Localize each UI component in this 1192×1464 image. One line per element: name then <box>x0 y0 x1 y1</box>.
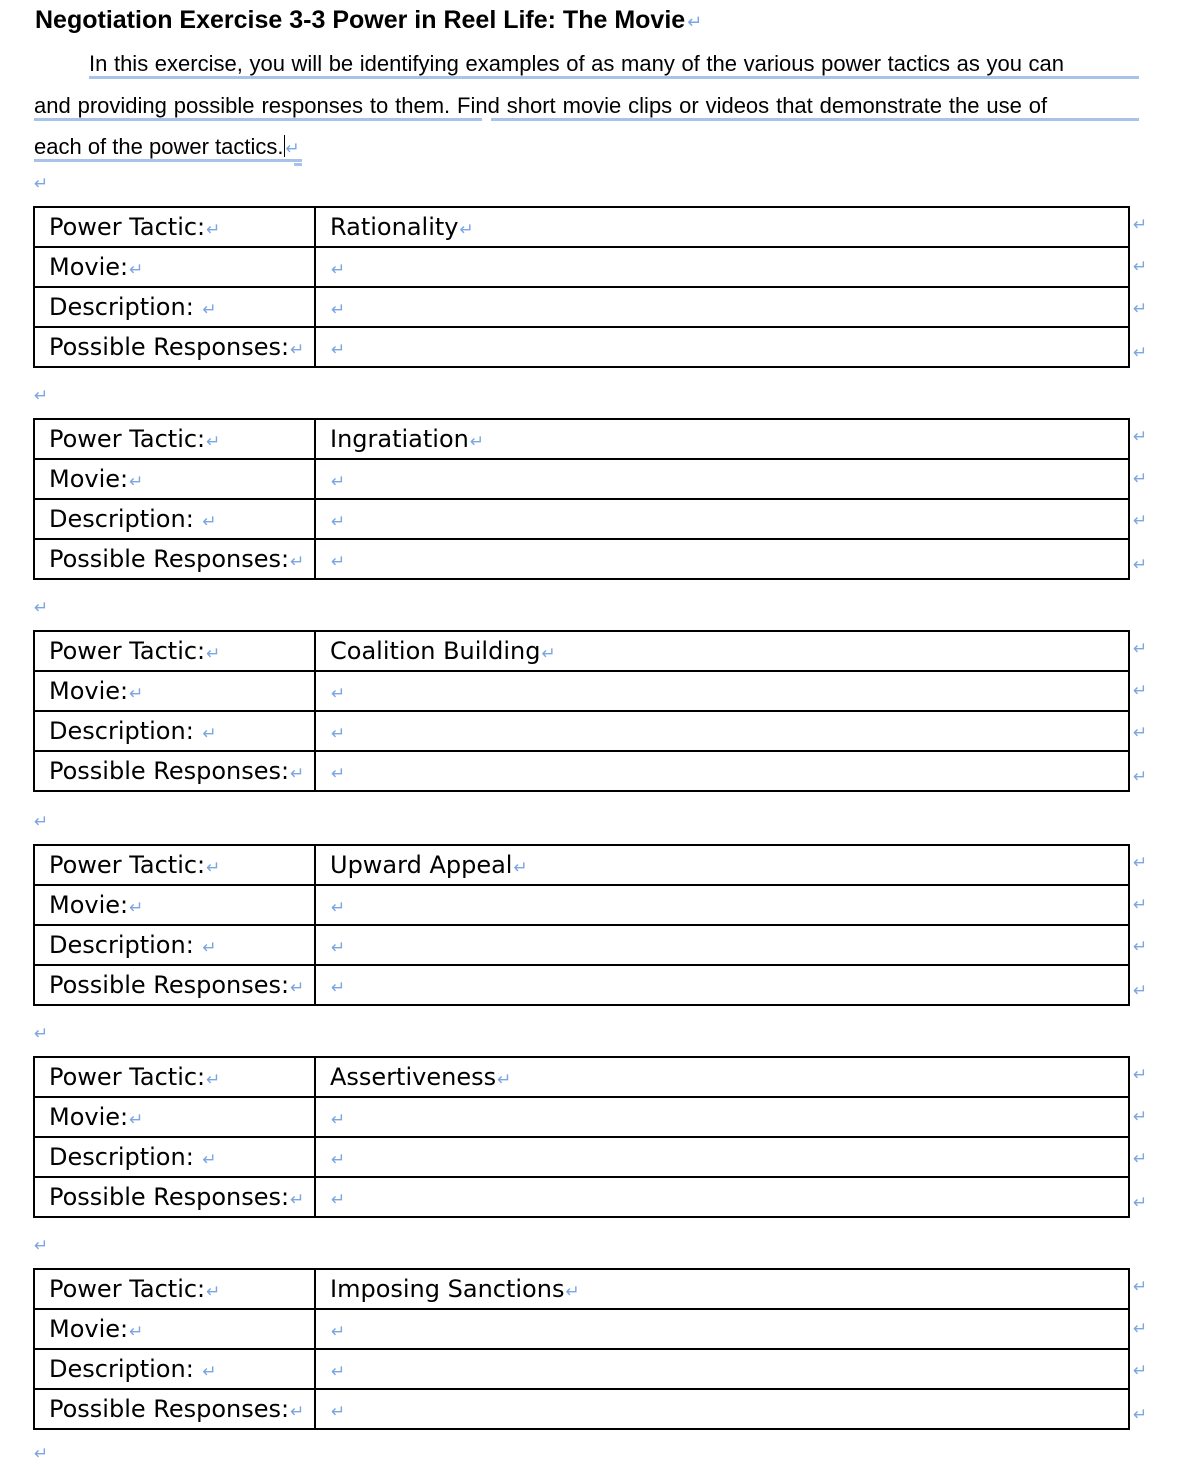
table-row <box>34 1097 1129 1137</box>
row-end-mark-icon: ↵ <box>1133 1405 1148 1425</box>
description-value-cell[interactable] <box>315 1137 1129 1177</box>
table-row <box>34 925 1129 965</box>
table-row <box>34 247 1129 287</box>
intro-line-2[interactable]: and providing possible responses to them. Find short movie clips or videos that demonstrate the use of <box>34 93 1048 118</box>
cell-mark-icon: ↵ <box>331 764 346 784</box>
cell-mark-icon: ↵ <box>459 220 474 240</box>
description-value-cell[interactable] <box>315 711 1129 751</box>
possible-responses-label[interactable]: Possible Responses:↵ <box>34 751 315 791</box>
cell-mark-icon: ↵ <box>331 260 346 280</box>
cell-mark-icon: ↵ <box>469 432 485 452</box>
tactic-table <box>33 1056 1130 1218</box>
cell-mark-icon: ↵ <box>202 724 217 744</box>
cell-mark-icon: ↵ <box>331 684 346 704</box>
row-end-mark-icon: ↵ <box>1133 1361 1148 1381</box>
movie-label[interactable]: Movie:↵ <box>34 671 315 711</box>
row-end-mark-icon: ↵ <box>1133 853 1148 873</box>
power-tactic-label[interactable]: Power Tactic:↵ <box>34 845 315 885</box>
cell-mark-icon: ↵ <box>290 1402 305 1422</box>
possible-responses-label[interactable]: Possible Responses:↵ <box>34 327 315 367</box>
cell-mark-icon: ↵ <box>331 340 346 360</box>
possible-responses-value-cell[interactable] <box>315 1389 1129 1429</box>
table-row <box>34 1137 1129 1177</box>
row-end-mark-icon: ↵ <box>1133 469 1148 489</box>
cell-mark-icon: ↵ <box>129 684 144 704</box>
row-end-mark-icon: ↵ <box>1133 299 1148 319</box>
table-row <box>34 751 1129 791</box>
possible-responses-label[interactable]: Possible Responses:↵ <box>34 539 315 579</box>
row-end-mark-icon: ↵ <box>1133 895 1148 915</box>
cell-mark-icon: ↵ <box>206 1282 221 1302</box>
document-title: Negotiation Exercise 3-3 Power in Reel Life: The Movie ↵ <box>35 6 703 34</box>
grammar-underline <box>294 163 302 166</box>
cell-mark-icon: ↵ <box>290 978 305 998</box>
description-label[interactable]: Description: ↵ <box>34 1349 315 1389</box>
paragraph-mark-icon: ↵ <box>687 12 703 33</box>
table-row <box>34 845 1129 885</box>
description-label[interactable]: Description: ↵ <box>34 499 315 539</box>
row-end-mark-icon: ↵ <box>1133 1149 1148 1169</box>
cell-mark-icon: ↵ <box>129 1110 144 1130</box>
table-row <box>34 1177 1129 1217</box>
cell-mark-icon: ↵ <box>331 1150 346 1170</box>
row-end-mark-icon: ↵ <box>1133 981 1148 1001</box>
movie-value-cell[interactable] <box>315 247 1129 287</box>
cell-mark-icon: ↵ <box>497 1070 512 1090</box>
table-row <box>34 711 1129 751</box>
description-value-cell[interactable] <box>315 1349 1129 1389</box>
paragraph-mark-icon: ↵ <box>285 139 300 159</box>
description-value-cell[interactable] <box>315 287 1129 327</box>
cell-mark-icon: ↵ <box>331 1190 346 1210</box>
row-end-mark-icon: ↵ <box>1133 555 1148 575</box>
table-row <box>34 885 1129 925</box>
table-row <box>34 1309 1129 1349</box>
movie-value-cell[interactable] <box>315 1309 1129 1349</box>
paragraph-mark-icon: ↵ <box>34 1024 49 1044</box>
cell-mark-icon: ↵ <box>129 898 144 918</box>
movie-value-cell[interactable] <box>315 1097 1129 1137</box>
row-end-mark-icon: ↵ <box>1133 937 1148 957</box>
movie-value-cell[interactable] <box>315 459 1129 499</box>
row-end-mark-icon: ↵ <box>1133 427 1148 447</box>
table-row <box>34 671 1129 711</box>
table-row <box>34 1057 1129 1097</box>
cell-mark-icon: ↵ <box>331 1402 346 1422</box>
possible-responses-label[interactable]: Possible Responses:↵ <box>34 965 315 1005</box>
row-end-mark-icon: ↵ <box>1133 723 1148 743</box>
cell-mark-icon: ↵ <box>331 300 346 320</box>
power-tactic-value[interactable]: Ingratiation↵ <box>315 419 1129 459</box>
paragraph-mark-icon: ↵ <box>34 174 49 194</box>
cell-mark-icon: ↵ <box>331 898 346 918</box>
cell-mark-icon: ↵ <box>290 552 305 572</box>
description-value-cell[interactable] <box>315 925 1129 965</box>
possible-responses-label[interactable]: Possible Responses:↵ <box>34 1177 315 1217</box>
cell-mark-icon: ↵ <box>206 644 221 664</box>
cell-mark-icon: ↵ <box>331 938 346 958</box>
possible-responses-value-cell[interactable] <box>315 751 1129 791</box>
grammar-underline <box>34 159 302 162</box>
table-row <box>34 499 1129 539</box>
cell-mark-icon: ↵ <box>202 300 217 320</box>
grammar-underline <box>34 118 482 121</box>
row-end-mark-icon: ↵ <box>1133 1277 1148 1297</box>
cell-mark-icon: ↵ <box>206 858 221 878</box>
description-value-cell[interactable] <box>315 499 1129 539</box>
row-end-mark-icon: ↵ <box>1133 639 1148 659</box>
table-row <box>34 459 1129 499</box>
cell-mark-icon: ↵ <box>331 1362 346 1382</box>
cell-mark-icon: ↵ <box>331 1322 346 1342</box>
grammar-underline <box>491 118 1139 121</box>
possible-responses-label[interactable]: Possible Responses:↵ <box>34 1389 315 1429</box>
movie-label[interactable]: Movie:↵ <box>34 885 315 925</box>
cell-mark-icon: ↵ <box>129 472 144 492</box>
power-tactic-label[interactable]: Power Tactic:↵ <box>34 207 315 247</box>
row-end-mark-icon: ↵ <box>1133 1193 1148 1213</box>
possible-responses-value-cell[interactable] <box>315 539 1129 579</box>
paragraph-mark-icon: ↵ <box>34 598 49 618</box>
table-row <box>34 327 1129 367</box>
row-end-mark-icon: ↵ <box>1133 1319 1148 1339</box>
table-row <box>34 1389 1129 1429</box>
description-label[interactable]: Description: ↵ <box>34 925 315 965</box>
power-tactic-value[interactable]: Coalition Building↵ <box>315 631 1129 671</box>
table-row <box>34 419 1129 459</box>
cell-mark-icon: ↵ <box>290 340 305 360</box>
paragraph-mark-icon: ↵ <box>34 1236 49 1256</box>
power-tactic-label[interactable]: Power Tactic:↵ <box>34 419 315 459</box>
table-row <box>34 539 1129 579</box>
movie-value-cell[interactable] <box>315 671 1129 711</box>
row-end-mark-icon: ↵ <box>1133 1107 1148 1127</box>
row-end-mark-icon: ↵ <box>1133 511 1148 531</box>
cell-mark-icon: ↵ <box>202 1362 217 1382</box>
power-tactic-label[interactable]: Power Tactic:↵ <box>34 631 315 671</box>
cell-mark-icon: ↵ <box>331 724 346 744</box>
cell-mark-icon: ↵ <box>129 260 144 280</box>
movie-value-cell[interactable] <box>315 885 1129 925</box>
row-end-mark-icon: ↵ <box>1133 343 1148 363</box>
possible-responses-value-cell[interactable] <box>315 1177 1129 1217</box>
cell-mark-icon: ↵ <box>202 938 217 958</box>
table-row <box>34 965 1129 1005</box>
cell-mark-icon: ↵ <box>290 1190 305 1210</box>
table-row <box>34 631 1129 671</box>
intro-line-3[interactable]: each of the power tactics. ↵ <box>34 134 300 159</box>
paragraph-mark-icon: ↵ <box>34 386 49 406</box>
power-tactic-value[interactable]: Imposing Sanctions↵ <box>315 1269 1129 1309</box>
row-end-mark-icon: ↵ <box>1133 1065 1148 1085</box>
cell-mark-icon: ↵ <box>202 1150 217 1170</box>
description-label[interactable]: Description: ↵ <box>34 287 315 327</box>
table-row <box>34 1269 1129 1309</box>
cell-mark-icon: ↵ <box>202 512 217 532</box>
paragraph-mark-icon: ↵ <box>34 812 49 832</box>
cell-mark-icon: ↵ <box>290 764 305 784</box>
row-end-mark-icon: ↵ <box>1133 215 1148 235</box>
cell-mark-icon: ↵ <box>513 858 528 878</box>
table-row <box>34 287 1129 327</box>
movie-label[interactable]: Movie:↵ <box>34 1097 315 1137</box>
intro-line-1[interactable]: In this exercise, you will be identifying examples of as many of the various power tactics as you can <box>89 51 1065 76</box>
power-tactic-value[interactable]: Upward Appeal↵ <box>315 845 1129 885</box>
cell-mark-icon: ↵ <box>331 552 346 572</box>
tactic-table <box>33 844 1130 1006</box>
description-label[interactable]: Description: ↵ <box>34 1137 315 1177</box>
power-tactic-value[interactable]: Rationality↵ <box>315 207 1129 247</box>
cell-mark-icon: ↵ <box>331 1110 346 1130</box>
row-end-mark-icon: ↵ <box>1133 257 1148 277</box>
cell-mark-icon: ↵ <box>206 1070 221 1090</box>
cell-mark-icon: ↵ <box>331 472 346 492</box>
power-tactic-label[interactable]: Power Tactic:↵ <box>34 1269 315 1309</box>
movie-label[interactable]: Movie:↵ <box>34 1309 315 1349</box>
table-row <box>34 207 1129 247</box>
tactic-table <box>33 206 1130 368</box>
possible-responses-value-cell[interactable] <box>315 965 1129 1005</box>
movie-label[interactable]: Movie:↵ <box>34 247 315 287</box>
cell-mark-icon: ↵ <box>565 1282 580 1302</box>
row-end-mark-icon: ↵ <box>1133 767 1148 787</box>
description-label[interactable]: Description: ↵ <box>34 711 315 751</box>
row-end-mark-icon: ↵ <box>1133 681 1148 701</box>
cell-mark-icon: ↵ <box>331 512 346 532</box>
grammar-underline <box>89 76 1139 79</box>
cell-mark-icon: ↵ <box>206 220 221 240</box>
cell-mark-icon: ↵ <box>541 644 556 664</box>
paragraph-mark-icon: ↵ <box>34 1444 49 1464</box>
tactic-table <box>33 418 1130 580</box>
cell-mark-icon: ↵ <box>129 1322 144 1342</box>
tactic-table <box>33 630 1130 792</box>
possible-responses-value-cell[interactable] <box>315 327 1129 367</box>
table-row <box>34 1349 1129 1389</box>
movie-label[interactable]: Movie:↵ <box>34 459 315 499</box>
power-tactic-label[interactable]: Power Tactic:↵ <box>34 1057 315 1097</box>
cell-mark-icon: ↵ <box>331 978 346 998</box>
tactic-table <box>33 1268 1130 1430</box>
cell-mark-icon: ↵ <box>206 432 221 452</box>
power-tactic-value[interactable]: Assertiveness↵ <box>315 1057 1129 1097</box>
